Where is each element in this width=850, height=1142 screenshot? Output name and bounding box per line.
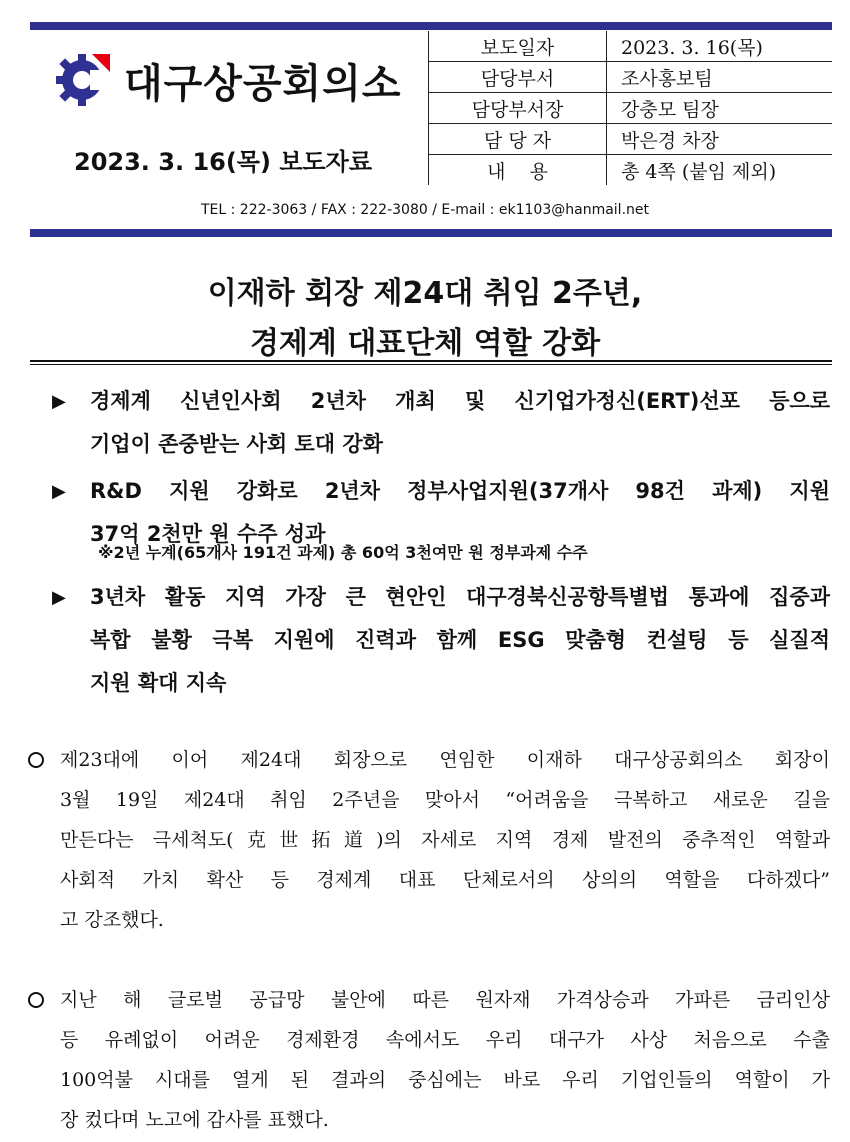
paragraph-line: 고 강조했다. — [60, 909, 164, 931]
paragraph-line: 등 유례없이 어려운 경제환경 속에서도 우리 대구가 사상 처음으로 수출 — [60, 1029, 830, 1051]
bullet-line: 복합 불황 극복 지원에 진력과 함께 ESG 맞춤형 컨설팅 등 실질적 — [90, 628, 830, 652]
paragraph-line: 제23대에 이어 제24대 회장으로 연임한 이재하 대구상공회의소 회장이 — [60, 749, 830, 771]
paragraph-line: 만든다는 극세척도(克世拓道)의 자세로 지역 경제 발전의 중추적인 역할과 — [60, 829, 830, 851]
gear-logo-icon — [52, 46, 116, 110]
headline-line-1: 이재하 회장 제24대 취임 2주년, — [207, 276, 643, 311]
info-row — [429, 93, 833, 124]
info-key: 보도일자 — [429, 31, 607, 62]
header-bottom-bar — [30, 229, 832, 237]
info-key: 내 용 — [429, 155, 607, 186]
paragraph-line: 지난 해 글로벌 공급망 불안에 따른 원자재 가격상승과 가파른 금리인상 — [60, 989, 830, 1011]
title-rule-thin — [30, 364, 832, 365]
bullet-line: 지원 확대 지속 — [90, 671, 227, 695]
paragraph-line: 100억불 시대를 열게 된 결과의 중심에는 바로 우리 기업인들의 역할이 가 — [60, 1069, 830, 1091]
contact-line: TEL : 222-3063 / FAX : 222-3080 / E-mail : ek1103@hanmail.net — [200, 202, 649, 218]
circle-bullet-icon — [28, 752, 44, 768]
bullet-line: 3년차 활동 지역 가장 큰 현안인 대구경북신공항특별법 통과에 집중과 — [90, 585, 830, 609]
info-value: 총 4쪽 (붙임 제외) — [621, 160, 777, 183]
info-key: 담당부서 — [429, 62, 607, 93]
info-row — [429, 124, 833, 155]
info-row — [429, 155, 833, 186]
info-value: 조사홍보팀 — [607, 62, 833, 93]
header-top-bar — [30, 22, 832, 30]
summary-note: ※2년 누계(65개사 191건 과제) 총 60억 3천여만 원 정부과제 수주 — [98, 543, 588, 562]
info-value: 박은경 차장 — [607, 124, 833, 155]
paragraph-line: 3월 19일 제24대 취임 2주년을 맞아서 “어려움을 극복하고 새로운 길을 — [60, 789, 830, 811]
circle-bullet-icon — [28, 992, 44, 1008]
bullet-arrow-icon: ▶ — [52, 481, 66, 502]
release-info-table — [428, 31, 832, 185]
bullet-line: 경제계 신년인사회 2년차 개최 및 신기업가정신(ERT)선포 등으로 — [90, 389, 830, 413]
info-row — [429, 62, 833, 93]
bullet-line: 기업이 존중받는 사회 토대 강화 — [90, 432, 383, 456]
headline-line-2: 경제계 대표단체 역할 강화 — [249, 326, 601, 361]
info-row — [429, 31, 833, 62]
info-key: 담 당 자 — [429, 124, 607, 155]
paragraph-line: 장 컸다며 노고에 감사를 표했다. — [60, 1109, 329, 1131]
bullet-line: R&D 지원 강화로 2년차 정부사업지원(37개사 98건 과제) 지원 — [90, 479, 830, 503]
paragraph-line: 사회적 가치 확산 등 경제계 대표 단체로서의 상의의 역할을 다하겠다” — [60, 869, 830, 891]
org-name: 대구상공회의소 — [124, 61, 402, 107]
info-value: 강충모 팀장 — [607, 93, 833, 124]
org-logo — [52, 46, 432, 116]
release-label: 2023. 3. 16(목) 보도자료 — [74, 148, 373, 176]
bullet-arrow-icon: ▶ — [52, 391, 66, 412]
info-key: 담당부서장 — [429, 93, 607, 124]
info-value: 2023. 3. 16(목) — [607, 31, 833, 62]
title-rule — [30, 360, 832, 362]
bullet-line: 37억 2천만 원 수주 성과 — [90, 522, 326, 546]
bullet-arrow-icon: ▶ — [52, 587, 66, 608]
